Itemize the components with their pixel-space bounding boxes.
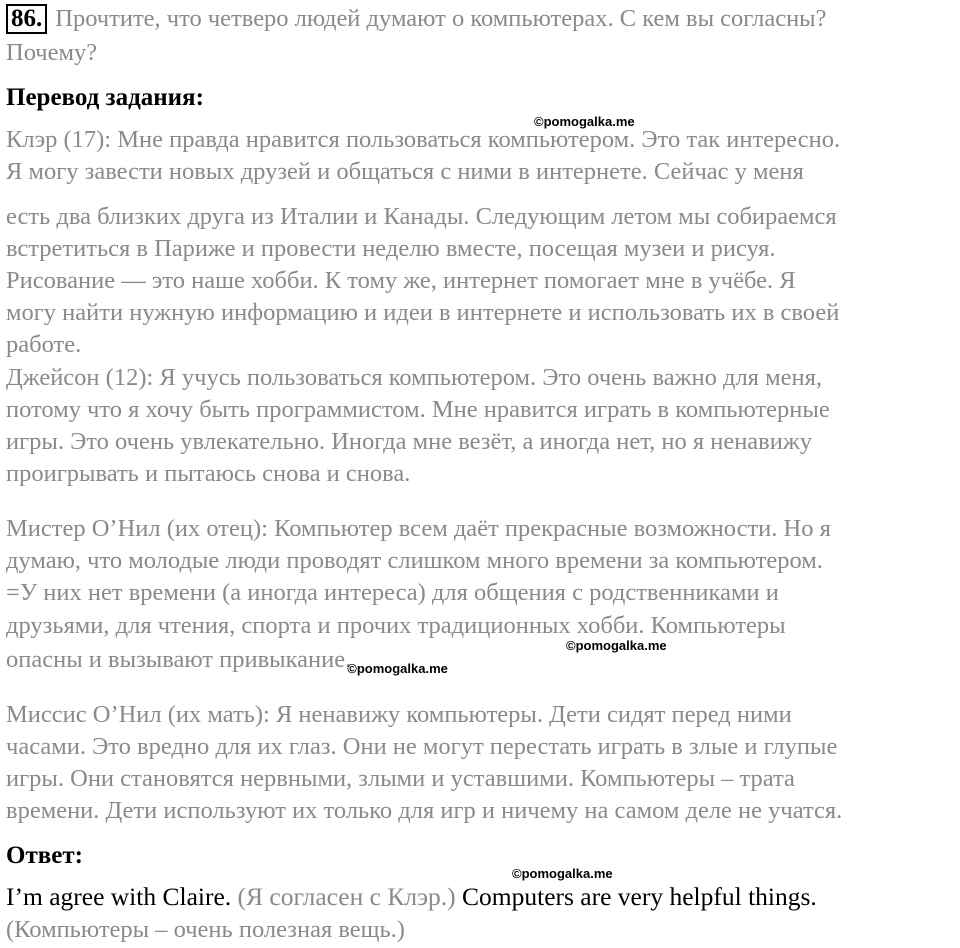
task-text-1: Прочтите, что четверо людей думают о компьютерах. С кем вы согласны? <box>55 5 827 32</box>
watermark-3: ©pomogalka.me <box>347 661 448 676</box>
translation-heading: Перевод задания: <box>6 84 204 111</box>
text-line: думаю, что молодые люди проводят слишком много времени за компьютером. <box>6 547 823 574</box>
text-line: могу найти нужную информацию и идеи в интернете и использовать их в своей <box>6 299 840 326</box>
text-line: есть два близких друга из Италии и Канады. Следующим летом мы собираемся <box>6 203 837 230</box>
text-line: Клэр (17): Мне правда нравится пользоваться компьютером. Это так интересно. <box>6 126 841 153</box>
text-line: Рисование — это наше хобби. К тому же, интернет помогает мне в учёбе. Я <box>6 267 796 294</box>
answer-en-1: I’m agree with Claire. <box>6 882 232 911</box>
answer-ru-2: (Компьютеры – очень полезная вещь.) <box>6 916 405 943</box>
text-line: часами. Это вредно для их глаз. Они не могут перестать играть в злые и глупые <box>6 733 838 760</box>
answer-ru-1: (Я согласен с Клэр.) <box>237 882 456 911</box>
answer-en-2: Computers are very helpful things. <box>462 882 817 911</box>
task-number: 86. <box>6 4 47 34</box>
watermark-1: ©pomogalka.me <box>534 114 635 129</box>
task-line-2: Почему? <box>6 39 98 66</box>
watermark-2: ©pomogalka.me <box>566 638 667 653</box>
text-line: опасны и вызывают привыкание. <box>6 646 352 673</box>
text-line: работе. <box>6 331 82 358</box>
watermark-4: ©pomogalka.me <box>512 866 613 881</box>
text-line: =У них нет времени (а иногда интереса) для общения с родственниками и <box>6 579 779 606</box>
text-line: игры. Они становятся нервными, злыми и уставшими. Компьютеры – трата <box>6 765 795 792</box>
text-line: игры. Это очень увлекательно. Иногда мне везёт, а иногда нет, но я ненавижу <box>6 428 813 455</box>
text-line: Джейсон (12): Я учусь пользоваться компьютером. Это очень важно для меня, <box>6 364 822 391</box>
text-line: друзьями, для чтения, спорта и прочих традиционных хобби. Компьютеры <box>6 612 786 639</box>
answer-line-1 <box>6 882 817 912</box>
text-line-last <box>6 645 452 678</box>
text-line: встретиться в Париже и провести неделю вместе, посещая музеи и рисуя. <box>6 235 776 262</box>
text-line: Я могу завести новых друзей и общаться с ними в интернете. Сейчас у меня <box>6 158 804 185</box>
text-line: Мистер О’Нил (их отец): Компьютер всем даёт прекрасные возможности. Но я <box>6 515 831 542</box>
text-line: проигрывать и пытаюсь снова и снова. <box>6 460 411 487</box>
text-line: Миссис О’Нил (их мать): Я ненавижу компьютеры. Дети сидят перед ними <box>6 701 792 728</box>
text-line: времени. Дети используют их только для игр и ничему на самом деле не учатся. <box>6 797 843 824</box>
task-line-1 <box>6 4 827 34</box>
text-line: потому что я хочу быть программистом. Мне нравится играть в компьютерные <box>6 396 830 423</box>
answer-heading: Ответ: <box>6 842 83 869</box>
